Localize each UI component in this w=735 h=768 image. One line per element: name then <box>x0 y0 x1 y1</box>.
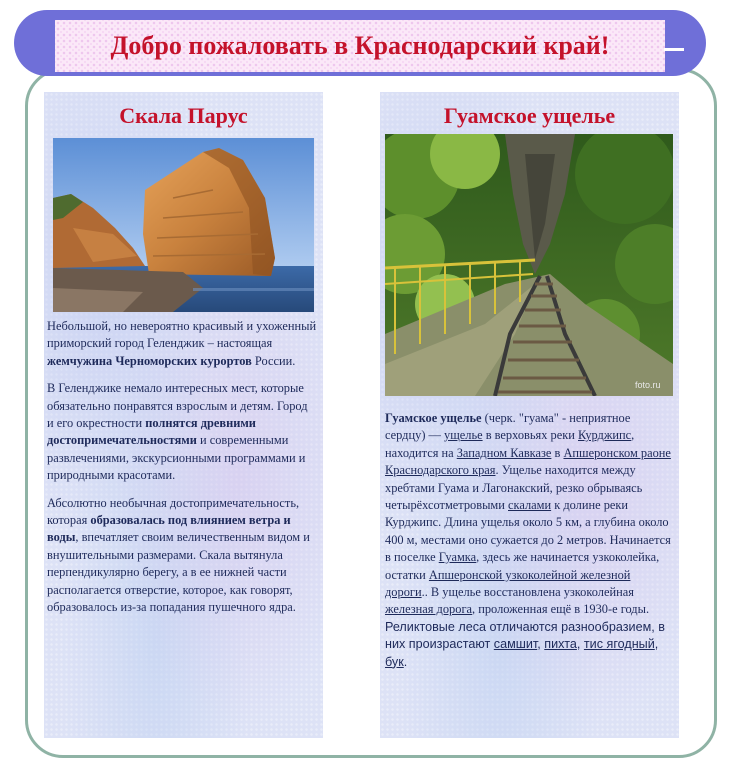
link-kurdzhips[interactable]: Курджипс <box>577 428 632 443</box>
skala-parus-text <box>47 318 317 627</box>
bold-text: жемчужина Черноморских курортов <box>47 353 252 368</box>
skala-parus-photo <box>53 138 314 312</box>
banner-dash <box>664 48 684 51</box>
text-run: России. <box>251 353 296 368</box>
card-title: Скала Парус <box>119 103 248 128</box>
guamskoe-photo <box>385 134 673 396</box>
page-title: Добро пожаловать в Краснодарский край! <box>110 31 610 60</box>
bold-text: полнятся древними достопримечательностями <box>47 416 256 448</box>
bold-text: Гуамское ущелье <box>385 411 482 425</box>
link-apsheronskaya-zhd[interactable]: Апшеронской узкоколейной железной дороги <box>385 567 631 600</box>
text-run: к долине реки Курджипс. Длина ущелья около 5 км, а глубина около 400 м, местами оно сужается до 2 метров. Начинается в поселке <box>385 498 671 565</box>
text-run: , проложенная ещё в 1930-е годы. <box>472 602 650 617</box>
text-run: , здесь же начинается узкоколейка, остатки <box>385 550 660 582</box>
link-zapadny-kavkaz[interactable]: Западном Кавказе <box>456 445 552 460</box>
paragraph <box>47 318 317 370</box>
paragraph <box>47 495 317 617</box>
link-buk[interactable]: бук <box>385 654 404 669</box>
guamskoe-text <box>385 410 673 671</box>
text-run: и современными развлечениями, экскурсионными программами и природными красотами. <box>47 433 306 483</box>
title-box <box>55 20 665 72</box>
card-title: Гуамское ущелье <box>443 103 616 128</box>
link-pikhta[interactable]: пихта <box>544 637 577 652</box>
link-zheleznaya-doroga[interactable]: железная дорога <box>385 602 473 617</box>
text-run: , <box>537 637 545 652</box>
link-guamka[interactable]: Гуамка <box>438 550 477 565</box>
link-apsheronsky-rayon[interactable]: Апшеронском раоне <box>563 445 671 460</box>
text-run: .. В ущелье восстановлена узкоколейная <box>421 585 634 600</box>
text-run: , впечатляет своим величественным видом и внушительными размерами. Скала вытянула перпендикулярно берегу, а в ее нижней части располагается отверстие, которое, как говорят, образовалось из-за попадания пушечного ядра. <box>47 530 310 615</box>
paragraph <box>47 380 317 484</box>
link-ushchelye[interactable]: ущелье <box>444 428 483 443</box>
text-run: . Ущелье находится между хребтами Гуама и Лагонакский, резко обрываясь четырёхсотметровыми <box>385 463 643 513</box>
link-krasnodarsky-kray[interactable]: Краснодарского края <box>385 463 496 478</box>
text-run: (черк. "гуама" - неприятное сердцу) — <box>385 411 631 443</box>
text-run: , <box>576 637 584 652</box>
photo-watermark: foto.ru <box>635 380 661 390</box>
text-run: . <box>403 654 408 669</box>
text-run: В Геленджике немало интересных мест, которые обязательно понравятся взрослым и детям. Город и его окрестности <box>47 381 308 431</box>
text-run: Небольшой, но невероятно красивый и ухоженный приморский город Геленджик – настоящая <box>47 319 317 351</box>
text-run: Абсолютно необычная достопримечательность, которая <box>47 495 300 528</box>
link-skaly[interactable]: скалами <box>508 498 552 513</box>
link-samshit[interactable]: самшит <box>493 637 538 652</box>
bold-text: образовалась под влиянием ветра и воды <box>47 513 291 545</box>
text-run: Реликтовые леса отличаются разнообразием, в них произрастают <box>385 619 665 652</box>
link-tis-yagodny[interactable]: тис ягодный <box>583 637 655 652</box>
text-run: , находится на <box>385 428 635 460</box>
text-run: в верховьях реки <box>482 428 578 443</box>
text-run: в <box>551 445 564 460</box>
text-run: , <box>654 637 659 652</box>
